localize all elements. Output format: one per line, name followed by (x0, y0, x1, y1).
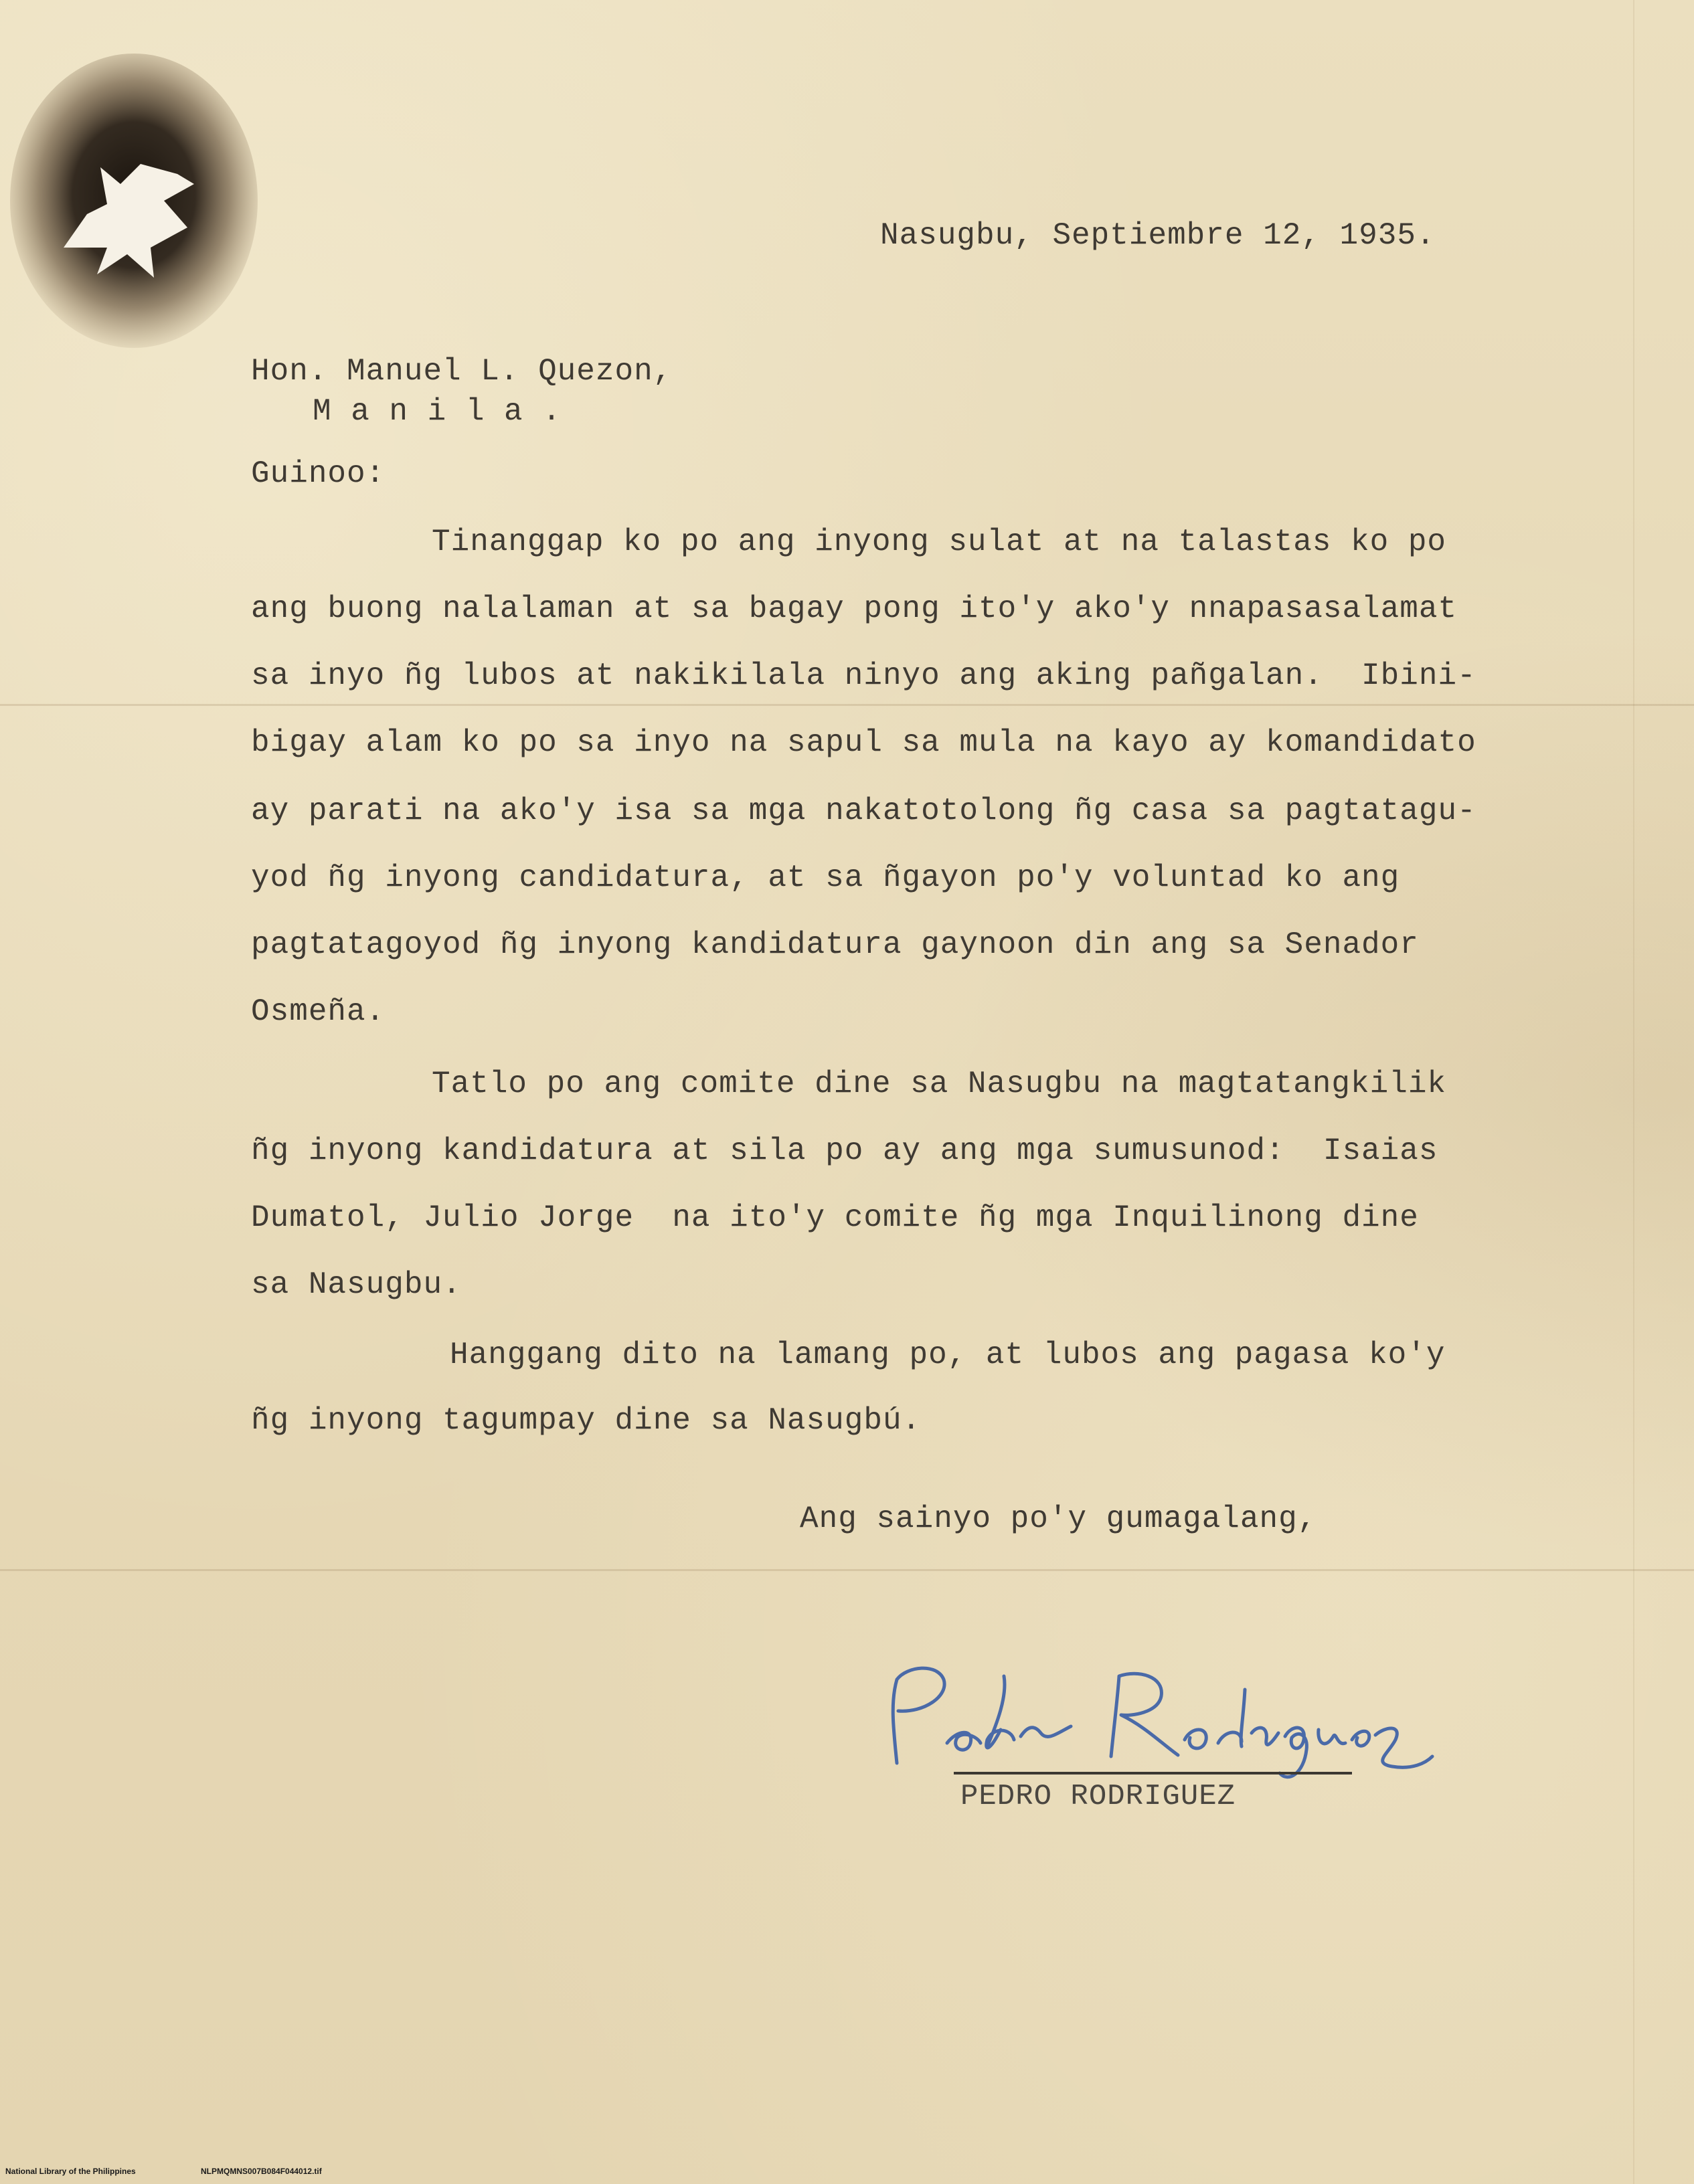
paragraph-1-line-1: Tinanggap ko po ang inyong sulat at na talastas ko po (432, 525, 1447, 559)
paragraph-3-line-2: ñg inyong tagumpay dine sa Nasugbú. (251, 1403, 922, 1438)
fold-line-upper (0, 704, 1694, 706)
burn-hole-mark (7, 47, 261, 361)
paragraph-2-line-3: Dumatol, Julio Jorge na ito'y comite ñg mga Inquilinong dine (251, 1200, 1419, 1235)
paragraph-1-line-3: sa inyo ñg lubos at nakikilala ninyo ang aking pañgalan. Ibini- (251, 658, 1476, 693)
paragraph-3-line-1: Hanggang dito na lamang po, at lubos ang pagasa ko'y (450, 1338, 1446, 1372)
footer-institution: National Library of the Philippines (5, 2167, 136, 2176)
handwritten-signature (857, 1649, 1459, 1797)
paragraph-2-line-4: sa Nasugbu. (251, 1267, 462, 1302)
closing: Ang sainyo po'y gumagalang, (800, 1502, 1317, 1536)
edge-crease (1633, 0, 1634, 2184)
dateline: Nasugbu, Septiembre 12, 1935. (880, 218, 1436, 253)
paragraph-1-line-4: bigay alam ko po sa inyo na sapul sa mula na kayo ay komandidato (251, 725, 1476, 760)
signatory-name: PEDRO RODRIGUEZ (960, 1780, 1236, 1813)
paragraph-2-line-2: ñg inyong kandidatura at sila po ay ang mga sumusunod: Isaias (251, 1133, 1438, 1168)
paragraph-1-line-5: ay parati na ako'y isa sa mga nakatotolong ñg casa sa pagtatagu- (251, 794, 1476, 828)
paragraph-2-line-1: Tatlo po ang comite dine sa Nasugbu na magtatangkilik (432, 1067, 1447, 1101)
fold-line-lower (0, 1569, 1694, 1571)
address-line-1: Hon. Manuel L. Quezon, (251, 354, 673, 389)
salutation: Guinoo: (251, 456, 386, 491)
paragraph-1-line-6: yod ñg inyong candidatura, at sa ñgayon po'y voluntad ko ang (251, 860, 1400, 895)
paragraph-1-line-7: pagtatagoyod ñg inyong kandidatura gaynoon din ang sa Senador (251, 927, 1419, 962)
address-line-2: M a n i l a . (313, 394, 562, 429)
footer-file-code: NLPMQMNS007B084F044012.tif (201, 2167, 322, 2176)
paragraph-1-line-2: ang buong nalalaman at sa bagay pong ito'y ako'y nnapasasalamat (251, 592, 1458, 626)
signature-rule (954, 1772, 1352, 1774)
paragraph-1-line-8: Osmeña. (251, 994, 386, 1029)
